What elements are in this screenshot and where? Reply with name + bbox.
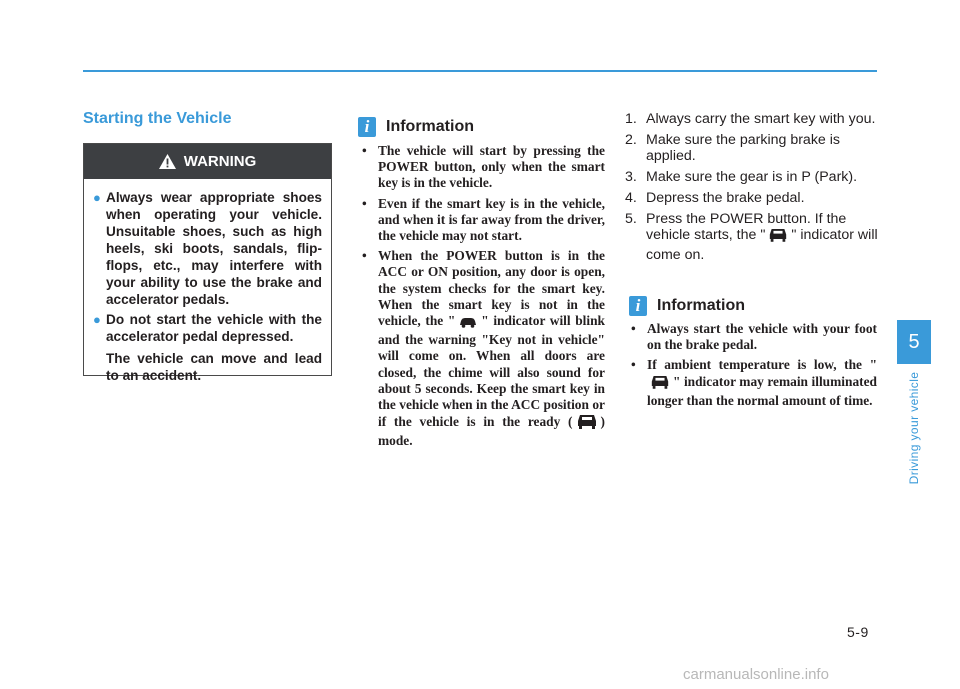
top-rule bbox=[83, 70, 877, 72]
info-icon: i bbox=[358, 117, 376, 137]
info-heading: i Information bbox=[358, 117, 474, 137]
step-item: 5. Press the POWER button. If the vehicle starts, the " " indicator will come on. bbox=[625, 210, 878, 263]
warning-header bbox=[84, 144, 331, 179]
car-icon bbox=[458, 316, 478, 332]
car-ready-icon bbox=[576, 413, 598, 433]
page-number: 5-9 bbox=[847, 624, 869, 640]
warning-body bbox=[84, 179, 331, 384]
info-item: • If ambient temperature is low, the "" indicator may remain illuminated longer than the normal amount of time. bbox=[627, 357, 877, 409]
steps-list bbox=[625, 111, 879, 268]
info-heading: i Information bbox=[629, 296, 745, 316]
warning-box bbox=[83, 143, 332, 383]
chapter-label: Driving your vehicle bbox=[907, 371, 921, 485]
watermark: carmanualsonline.info bbox=[683, 666, 829, 683]
info-item: • Even if the smart key is in the vehicle, and when it is far away from the driver, the vehicle may not start. bbox=[358, 196, 605, 245]
chapter-tab: 5 bbox=[897, 320, 931, 364]
warning-item: ● Do not start the vehicle with the accelerator pedal depressed. bbox=[93, 312, 322, 344]
info-item: • Always start the vehicle with your foot on the brake pedal. bbox=[627, 321, 877, 353]
info-list bbox=[358, 143, 605, 454]
step-item: 1. Always carry the smart key with you. bbox=[625, 111, 876, 127]
step-item: 3. Make sure the gear is in P (Park). bbox=[625, 169, 858, 186]
section-title: Starting the Vehicle bbox=[83, 110, 232, 127]
warning-item: ● Always wear appropriate shoes when operating your vehicle. Unsuitable shoes, such as high heels, ski boots, sandals, flip-flops, etc., may interfere with your ability to use the brake and accelerator pedals. bbox=[93, 190, 322, 307]
warning-triangle-icon bbox=[159, 154, 176, 169]
info-list bbox=[627, 321, 877, 413]
info-item: • The vehicle will start by pressing the POWER button, only when the smart key is in the vehicle. bbox=[358, 143, 605, 192]
car-ready-icon bbox=[650, 374, 670, 393]
car-ready-icon bbox=[768, 227, 788, 247]
warning-note: The vehicle can move and lead to an accident. bbox=[106, 351, 322, 383]
warning-title: WARNING bbox=[183, 153, 257, 170]
step-item: 4. Depress the brake pedal. bbox=[625, 189, 805, 206]
bullet-icon: ● bbox=[93, 190, 101, 205]
info-icon: i bbox=[629, 296, 647, 316]
bullet-icon: ● bbox=[93, 312, 101, 327]
step-item: 2. Make sure the parking brake is applied. bbox=[625, 131, 840, 165]
info-item: • When the POWER button is in the ACC or ON position, any door is open, the system checks for the smart key. When the smart key is not in the vehicle, the " " indicator will blink and the warning "Key not in vehicle" will come on. When all doors are closed, the chime will also sound for about 5 seconds. Keep the smart key in the vehicle when in the ACC position or if the vehicle is in the ready ( ) mode. bbox=[358, 248, 605, 449]
